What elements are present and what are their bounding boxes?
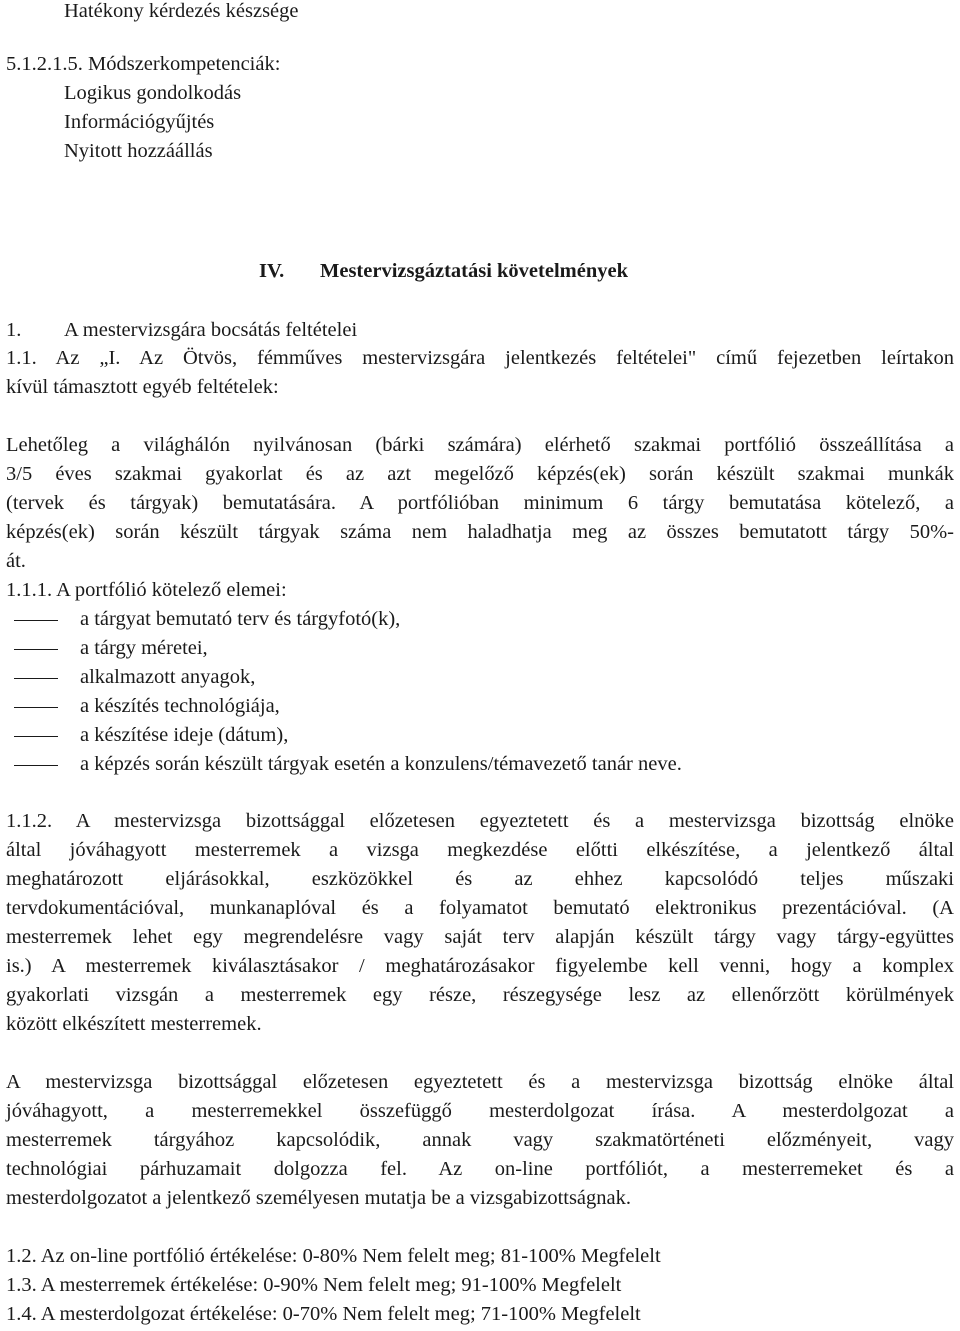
masterpiece-para-line: mesterremek lehet egy megrendelésre vagy saját terv alapján készült tárgy vagy tárgy-együttes — [6, 926, 954, 948]
list-item: a képzés során készült tárgyak esetén a konzulens/témavezető tanár neve. — [80, 753, 682, 775]
portfolio-para-line: Lehetőleg a világhálón nyilvánosan (bárki számára) elérhető szakmai portfólió összeállítása a — [6, 434, 954, 456]
thesis-para-line: A mestervizsga bizottsággal előzetesen egyeztetett és a mestervizsga bizottság elnöke által — [6, 1071, 954, 1093]
evaluation-line: 1.3. A mesterremek értékelése: 0-90% Nem felelt meg; 91-100% Megfelelt — [6, 1274, 622, 1296]
portfolio-para-line: képzés(ek) során készült tárgyak száma nem haladhatja meg az összes bemutatott tárgy 50%- — [6, 521, 954, 543]
dash-bullet — [14, 765, 58, 766]
masterpiece-para-line: között elkészített mesterremek. — [6, 1013, 262, 1035]
skill-line: Hatékony kérdezés készsége — [64, 0, 299, 22]
list-item: a készítése ideje (dátum), — [80, 724, 289, 746]
thesis-para-line: mesterdolgozatot a jelentkező személyesen mutatja be a vizsgabizottságnak. — [6, 1187, 632, 1209]
list-item: a tárgyat bemutató terv és tárgyfotó(k), — [80, 608, 401, 630]
portfolio-para-line: 3/5 éves szakmai gyakorlat és az azt megelőző képzés(ek) során készült szakmai munkák — [6, 463, 954, 485]
portfolio-para-line: (tervek és tárgyak) bemutatására. A portfólióban minimum 6 tárgy bemutatása kötelező, a — [6, 492, 954, 514]
masterpiece-para-line: 1.1.2. A mestervizsga bizottsággal előzetesen egyeztetett és a mestervizsga bizottság elnöke — [6, 810, 954, 832]
method-item: Nyitott hozzáállás — [64, 140, 213, 162]
thesis-para-line: jóváhagyott, a mesterremekkel összefüggő mesterdolgozat írása. A mesterdolgozat a — [6, 1100, 954, 1122]
masterpiece-para-line: meghatározott eljárásokkal, eszközökkel és az ehhez kapcsolódó teljes műszaki — [6, 868, 954, 890]
list-item: alkalmazott anyagok, — [80, 666, 256, 688]
list-item: a tárgy méretei, — [80, 637, 208, 659]
section-number: 1. — [6, 319, 22, 341]
sub-1-1-line: kívül támasztott egyéb feltételek: — [6, 376, 279, 398]
evaluation-line: 1.2. Az on-line portfólió értékelése: 0-80% Nem felelt meg; 81-100% Megfelelt — [6, 1245, 661, 1267]
dash-bullet — [14, 620, 58, 621]
section-title: A mestervizsgára bocsátás feltételei — [64, 319, 358, 341]
thesis-para-line: mesterremek tárgyához kapcsolódik, annak vagy szakmatörténeti előzményeit, vagy — [6, 1129, 954, 1151]
portfolio-para-line: át. — [6, 550, 26, 572]
masterpiece-para-line: is.) A mesterremek kiválasztásakor / meghatározásakor figyelembe kell venni, hogy a komplex — [6, 955, 954, 977]
sub-1-1-line: 1.1. Az „I. Az Ötvös, fémműves mestervizsgára jelentkezés feltételei" című fejezetben leírtakon — [6, 347, 954, 369]
method-item: Logikus gondolkodás — [64, 82, 242, 104]
dash-bullet — [14, 707, 58, 708]
method-item: Információgyűjtés — [64, 111, 215, 133]
elements-heading: 1.1.1. A portfólió kötelező elemei: — [6, 579, 287, 601]
chapter-title: Mestervizsgáztatási követelmények — [320, 260, 628, 282]
masterpiece-para-line: által jóváhagyott mesterremek a vizsga megkezdése előtti elkészítése, a jelentkező által — [6, 839, 954, 861]
dash-bullet — [14, 678, 58, 679]
masterpiece-para-line: gyakorlati vizsgán a mesterremek egy része, részegysége lesz az ellenőrzött körülmények — [6, 984, 954, 1006]
chapter-number: IV. — [259, 260, 285, 282]
dash-bullet — [14, 736, 58, 737]
dash-bullet — [14, 649, 58, 650]
evaluation-line: 1.4. A mesterdolgozat értékelése: 0-70% Nem felelt meg; 71-100% Megfelelt — [6, 1303, 641, 1325]
thesis-para-line: technológiai párhuzamait dolgozza fel. Az on-line portfóliót, a mesterremeket és a — [6, 1158, 954, 1180]
masterpiece-para-line: tervdokumentációval, munkanaplóval és a folyamatot bemutató elektronikus prezentációval. (A — [6, 897, 954, 919]
list-item: a készítés technológiája, — [80, 695, 280, 717]
method-heading: 5.1.2.1.5. Módszerkompetenciák: — [6, 53, 281, 75]
